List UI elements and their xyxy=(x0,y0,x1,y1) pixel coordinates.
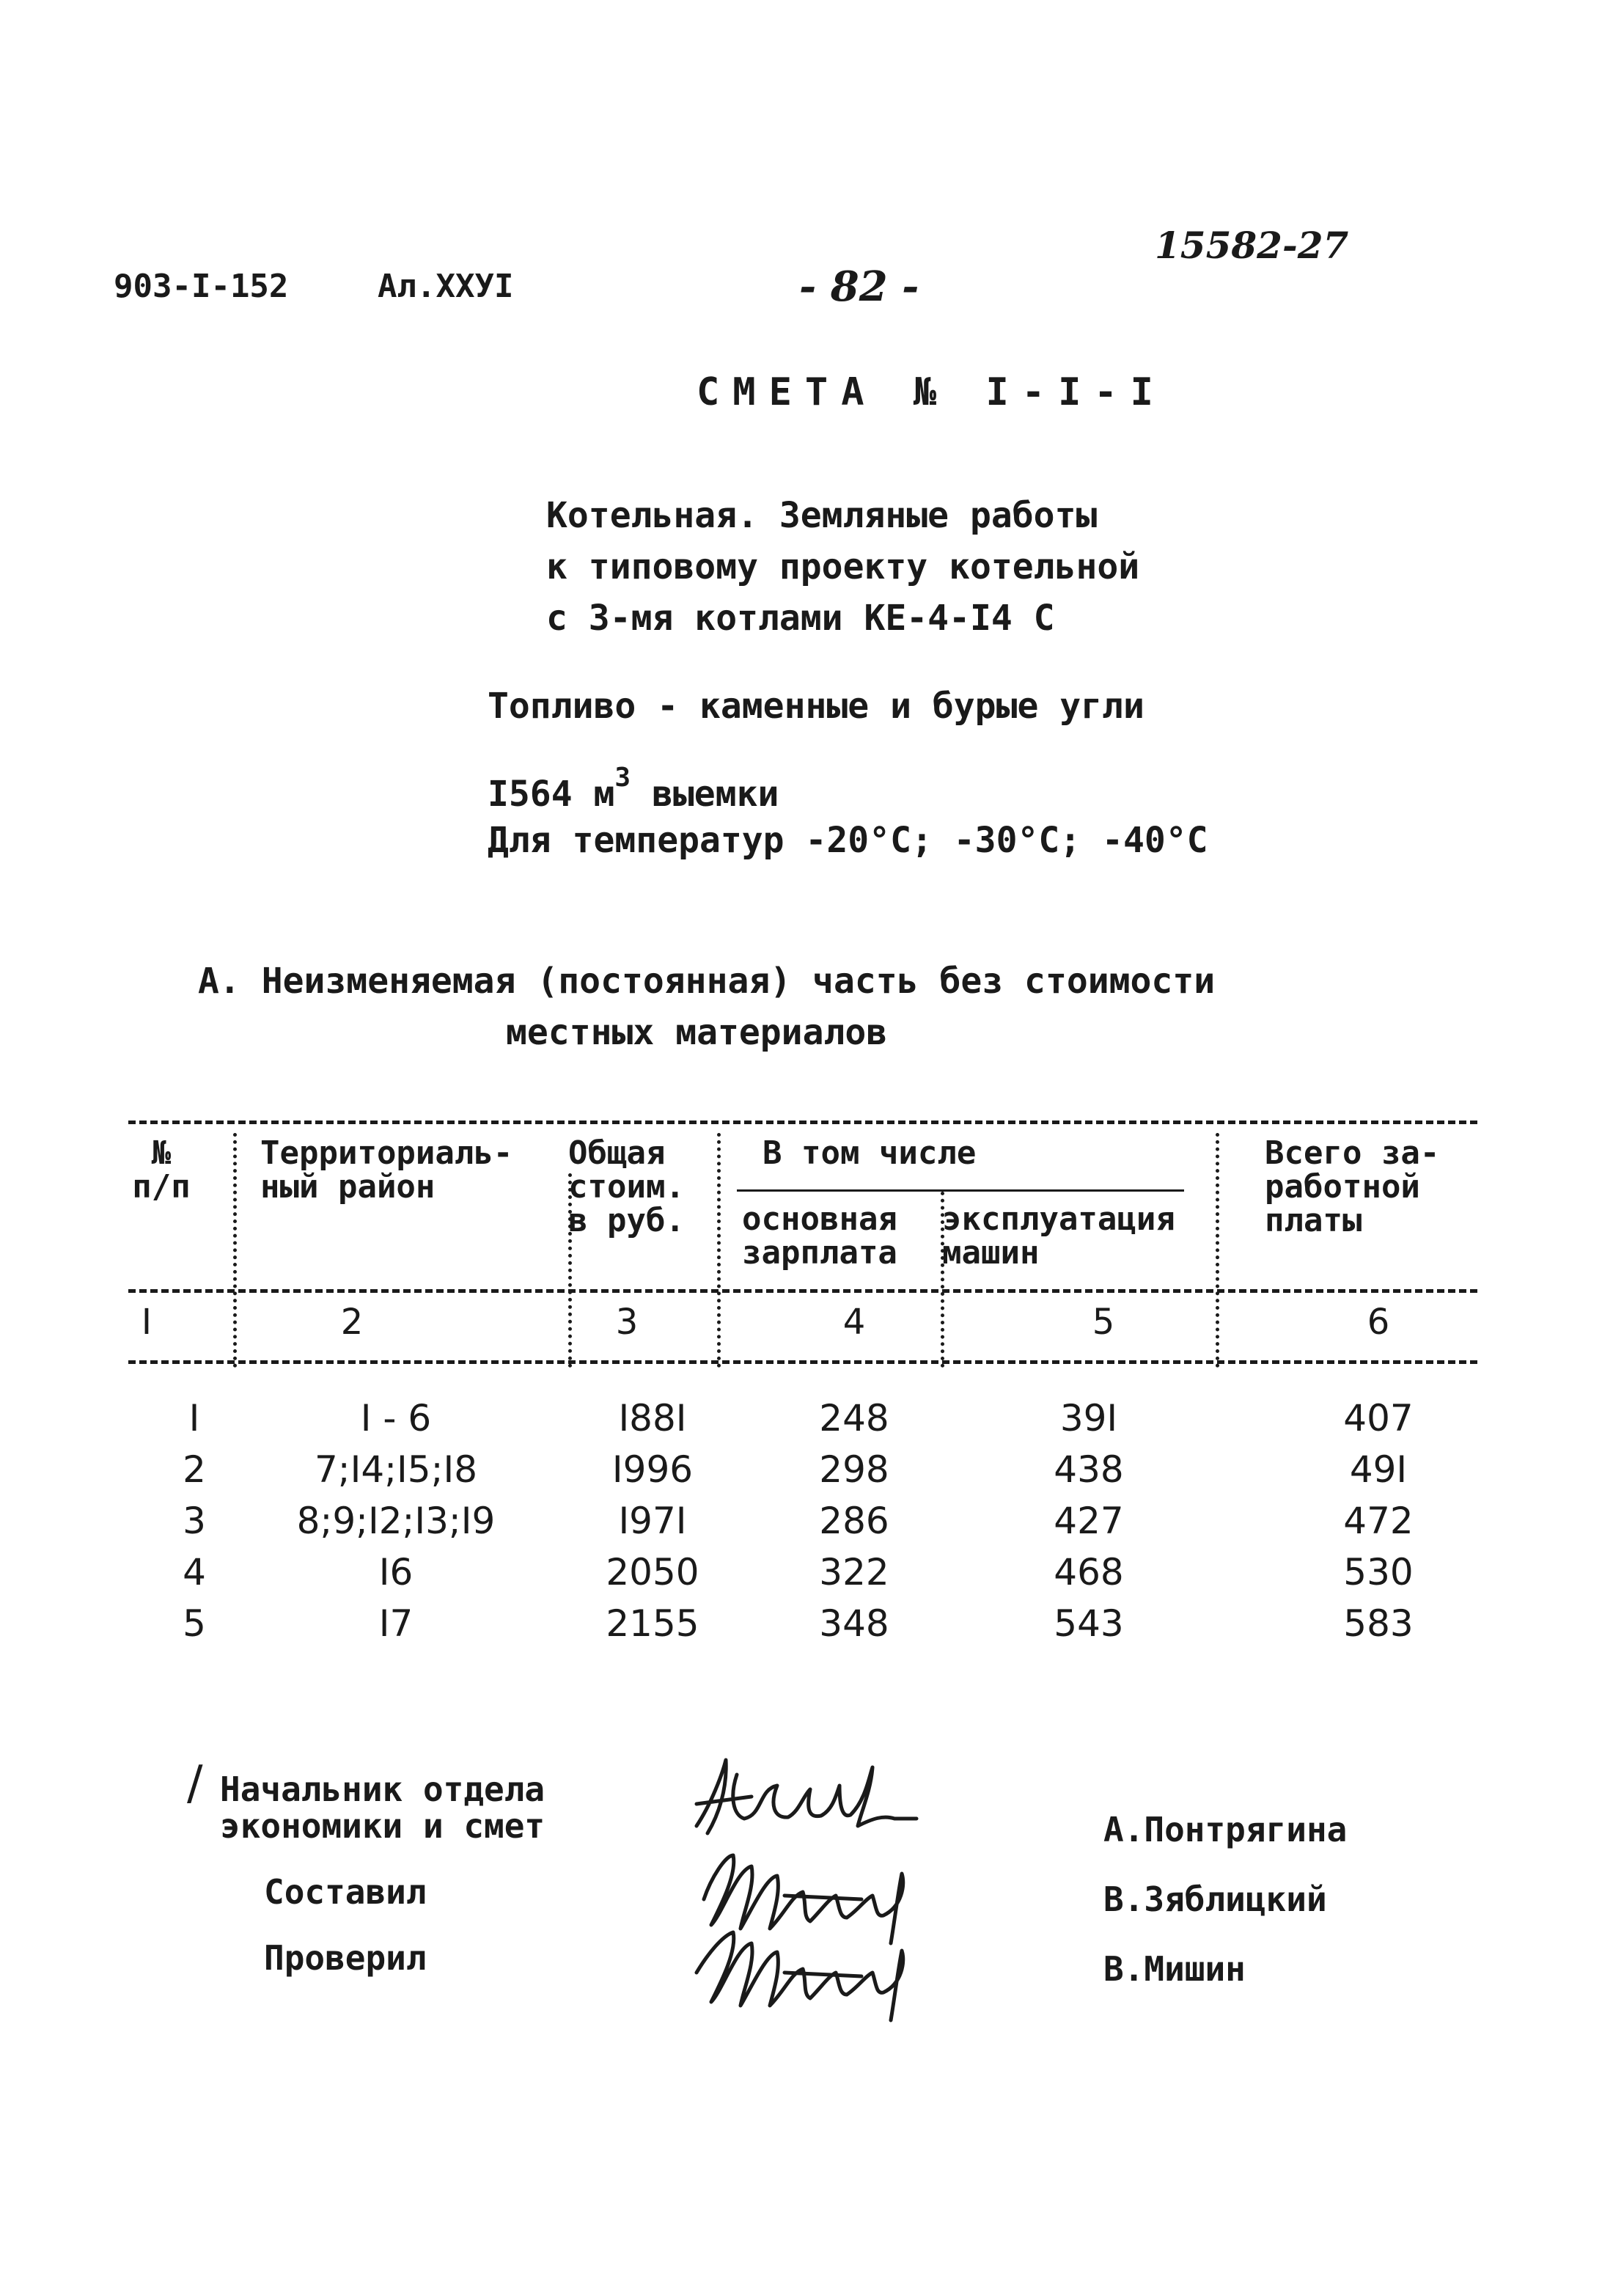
column-number-5: 5 xyxy=(1092,1302,1115,1343)
cell-base-wage: 248 xyxy=(819,1397,889,1439)
section-heading-line-1: А. Неизменяемая (постоянная) часть без стоимости xyxy=(198,961,1216,1002)
description-line-2: к типовому проекту котельной xyxy=(546,546,1140,587)
column-number-3: 3 xyxy=(615,1302,639,1343)
reference-number: 15582-27 xyxy=(1155,224,1349,267)
temperature-line: Для температур -20°C; -30°C; -40°C xyxy=(488,820,1208,861)
header-machine-operation-line-2: машин xyxy=(942,1234,1040,1272)
header-group: В том числе xyxy=(763,1134,977,1172)
cell-total-wage: 407 xyxy=(1343,1397,1414,1439)
cell-base-wage: 348 xyxy=(819,1602,889,1645)
header-machine-operation-line-1: эксплуатация xyxy=(942,1200,1175,1238)
section-heading-line-2: местных материалов xyxy=(506,1012,888,1053)
signature-3 xyxy=(697,1932,903,2020)
table-top-rule xyxy=(128,1121,1477,1124)
header-number-line-1: № xyxy=(151,1134,172,1172)
header-total-wage xyxy=(1265,1134,1440,1239)
header-total-cost-line-3: в руб. xyxy=(568,1202,685,1239)
header-bottom-rule xyxy=(128,1289,1477,1293)
cell-total-cost: I88I xyxy=(618,1397,687,1439)
header-district xyxy=(260,1134,513,1206)
cell-row-number: 3 xyxy=(183,1500,206,1542)
header-total-cost-line-1: Общая xyxy=(568,1134,666,1172)
document-code: 903-I-152 xyxy=(114,268,289,305)
header-group-rule xyxy=(737,1189,1184,1192)
album-number: Ал.XXУI xyxy=(378,268,514,305)
cell-district: 8;9;I2;I3;I9 xyxy=(296,1500,496,1542)
column-divider-1 xyxy=(233,1133,237,1368)
role-head-line-2: экономики и смет xyxy=(220,1806,545,1846)
cell-machine-operation: 438 xyxy=(1054,1448,1124,1491)
cell-machine-operation: 427 xyxy=(1054,1500,1124,1542)
signature-1 xyxy=(697,1760,916,1833)
header-base-wage xyxy=(742,1200,897,1272)
column-divider-4 xyxy=(941,1192,944,1368)
column-number-6: 6 xyxy=(1367,1302,1390,1343)
header-base-wage-line-1: основная xyxy=(742,1200,897,1238)
cell-total-cost: I996 xyxy=(611,1448,694,1491)
description-line-1: Котельная. Земляные работы xyxy=(546,495,1098,536)
estimate-title: СМЕТА № I-I-I xyxy=(697,370,1166,414)
column-number-rule xyxy=(128,1360,1477,1364)
volume-unit: выемки xyxy=(651,774,779,815)
cell-total-cost: I97I xyxy=(618,1500,687,1542)
column-number-1: I xyxy=(141,1302,153,1343)
fuel-line: Топливо - каменные и бурые угли xyxy=(488,686,1144,727)
cell-total-wage: 583 xyxy=(1343,1602,1414,1645)
header-district-line-2: ный район xyxy=(260,1168,436,1206)
column-divider-3 xyxy=(717,1133,721,1368)
cell-total-wage: 472 xyxy=(1343,1500,1414,1542)
header-total-wage-line-3: платы xyxy=(1265,1202,1362,1239)
name-department-head: А.Понтрягина xyxy=(1103,1810,1348,1849)
role-checked-by: Проверил xyxy=(264,1938,427,1978)
header-number-line-2: п/п xyxy=(132,1168,191,1206)
role-head-of-department xyxy=(220,1771,545,1844)
name-checker: В.Мишин xyxy=(1103,1949,1246,1989)
signature-2 xyxy=(704,1855,903,1943)
cell-total-cost: 2155 xyxy=(606,1602,699,1645)
cell-base-wage: 298 xyxy=(819,1448,889,1491)
cell-base-wage: 322 xyxy=(819,1551,889,1593)
column-number-4: 4 xyxy=(842,1302,866,1343)
column-number-2: 2 xyxy=(340,1302,364,1343)
cell-machine-operation: 468 xyxy=(1054,1551,1124,1593)
cell-row-number: 2 xyxy=(183,1448,206,1491)
volume-line xyxy=(488,763,779,815)
cell-machine-operation: 543 xyxy=(1054,1602,1124,1645)
role-head-line-1: Начальник отдела xyxy=(220,1769,545,1809)
header-district-line-1: Территориаль- xyxy=(260,1134,513,1172)
header-machine-operation xyxy=(942,1200,1175,1272)
cell-machine-operation: 39I xyxy=(1059,1397,1118,1439)
cell-base-wage: 286 xyxy=(819,1500,889,1542)
role-compiled-by: Составил xyxy=(264,1872,427,1912)
cell-row-number: 5 xyxy=(183,1602,206,1645)
cell-district: I6 xyxy=(378,1551,414,1593)
name-compiler: В.Зяблицкий xyxy=(1103,1879,1327,1919)
column-divider-5 xyxy=(1216,1133,1219,1368)
header-total-cost xyxy=(568,1134,685,1239)
header-base-wage-line-2: зарплата xyxy=(742,1234,897,1272)
cell-row-number: 4 xyxy=(183,1551,206,1593)
cell-total-wage: 49I xyxy=(1349,1448,1408,1491)
cell-district: I7 xyxy=(378,1602,414,1645)
cell-total-cost: 2050 xyxy=(606,1551,699,1593)
column-divider-2 xyxy=(568,1173,572,1368)
volume-value: I564 м xyxy=(488,774,615,815)
cell-district: I - 6 xyxy=(360,1397,432,1439)
header-total-cost-line-2: стоим. xyxy=(568,1168,685,1206)
description-line-3: с 3-мя котлами КЕ-4-I4 С xyxy=(546,598,1055,639)
cell-row-number: I xyxy=(188,1397,200,1439)
volume-superscript: 3 xyxy=(614,763,631,793)
header-number xyxy=(132,1134,191,1206)
cell-total-wage: 530 xyxy=(1343,1551,1414,1593)
handwritten-signatures xyxy=(682,1745,946,2024)
cell-district: 7;I4;I5;I8 xyxy=(314,1448,478,1491)
slash-mark: / xyxy=(187,1756,203,1811)
header-total-wage-line-1: Всего за- xyxy=(1265,1134,1440,1172)
header-total-wage-line-2: работной xyxy=(1265,1168,1420,1206)
page-number: - 82 - xyxy=(799,263,919,311)
